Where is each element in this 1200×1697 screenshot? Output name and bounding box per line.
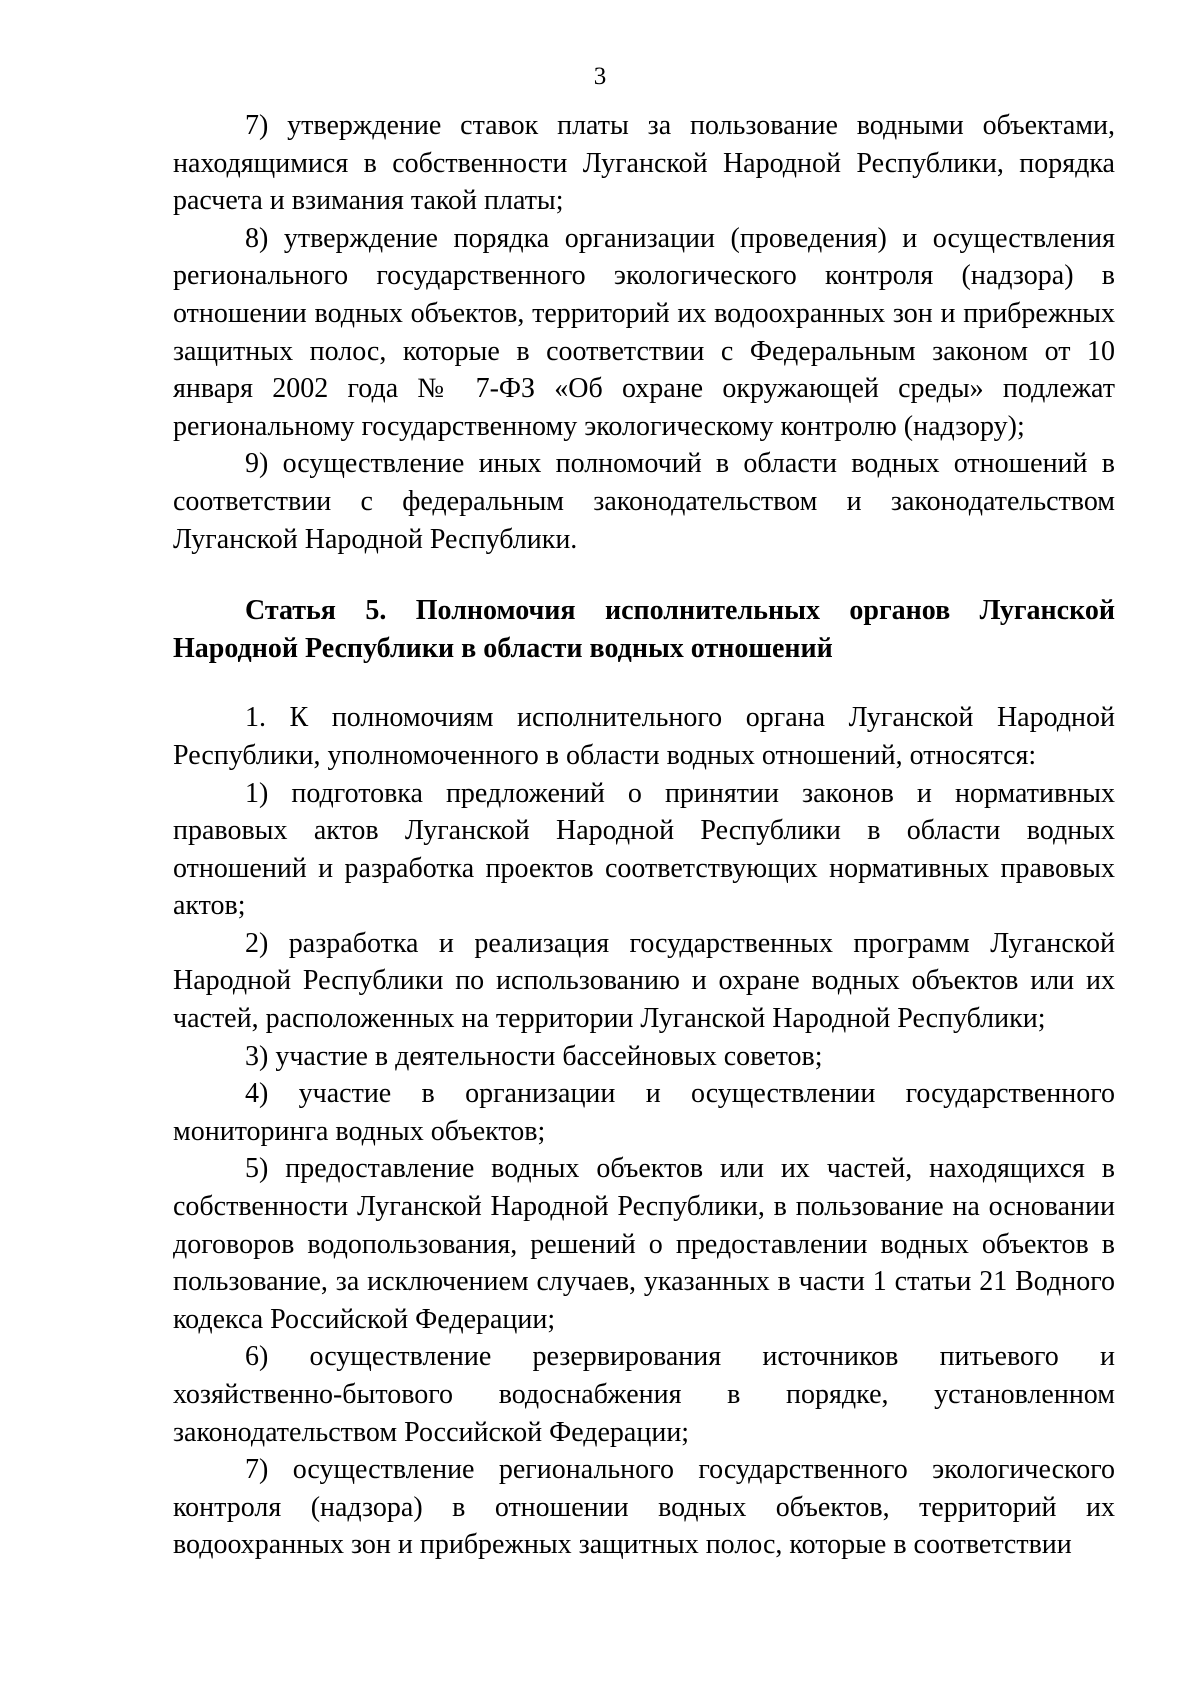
- list-item-7-rates: 7) утверждение ставок платы за пользование водными объектами, находящимися в собственности Луганской Народной Республики, порядка расчета и взимания такой платы;: [173, 110, 1115, 217]
- list-item-6-reservation: 6) осуществление резервирования источников питьевого и хозяйственно-бытового водоснабжения в порядке, установленном законодательством Российской Федерации;: [173, 1341, 1115, 1448]
- list-item-3-basin-councils: 3) участие в деятельности бассейновых советов;: [245, 1040, 823, 1072]
- list-item-7-control: 7) осуществление регионального государственного экологического контроля (надзора) в отношении водных объектов, территорий их водоохранных зон и прибрежных защитных полос, которые в соответствии: [173, 1454, 1115, 1561]
- list-item-9-other-powers: 9) осуществление иных полномочий в области водных отношений в соответствии с федеральным законодательством и законодательством Луганской Народной Республики.: [173, 448, 1115, 555]
- article-5-part-1: 1. К полномочиям исполнительного органа Луганской Народной Республики, уполномоченного в области водных отношений, относятся:: [173, 702, 1115, 771]
- list-item-5-provision: 5) предоставление водных объектов или их частей, находящихся в собственности Луганской Народной Республики, в пользование на основании договоров водопользования, решений о предоставлении водных объектов в пользование, за исключением случаев, указанных в части 1 статьи 21 Водного кодекса Российской Федерации;: [173, 1153, 1115, 1335]
- list-item-8-control-procedure: 8) утверждение порядка организации (проведения) и осуществления регионального государственного экологического контроля (надзора) в отношении водных объектов, территорий их водоохранных зон и прибрежных защитных полос, которые в соответствии с Федеральным законом от 10 января 2002 года № 7-ФЗ «Об охране окружающей среды» подлежат региональному государственному экологическому контролю (надзору);: [173, 222, 1115, 442]
- page-number: 3: [593, 63, 607, 90]
- document-body: [173, 107, 1115, 1564]
- article-5-heading: Статья 5. Полномочия исполнительных органов Луганской Народной Республики в области водных отношений: [173, 595, 1115, 664]
- list-item-1-proposals: 1) подготовка предложений о принятии законов и нормативных правовых актов Луганской Народной Республики в области водных отношений и разработка проектов соответствующих нормативных правовых актов;: [173, 777, 1115, 922]
- list-item-2-programs: 2) разработка и реализация государственных программ Луганской Народной Республики по использованию и охране водных объектов или их частей, расположенных на территории Луганской Народной Республики;: [173, 927, 1115, 1035]
- list-item-4-monitoring: 4) участие в организации и осуществлении государственного мониторинга водных объектов;: [173, 1078, 1115, 1147]
